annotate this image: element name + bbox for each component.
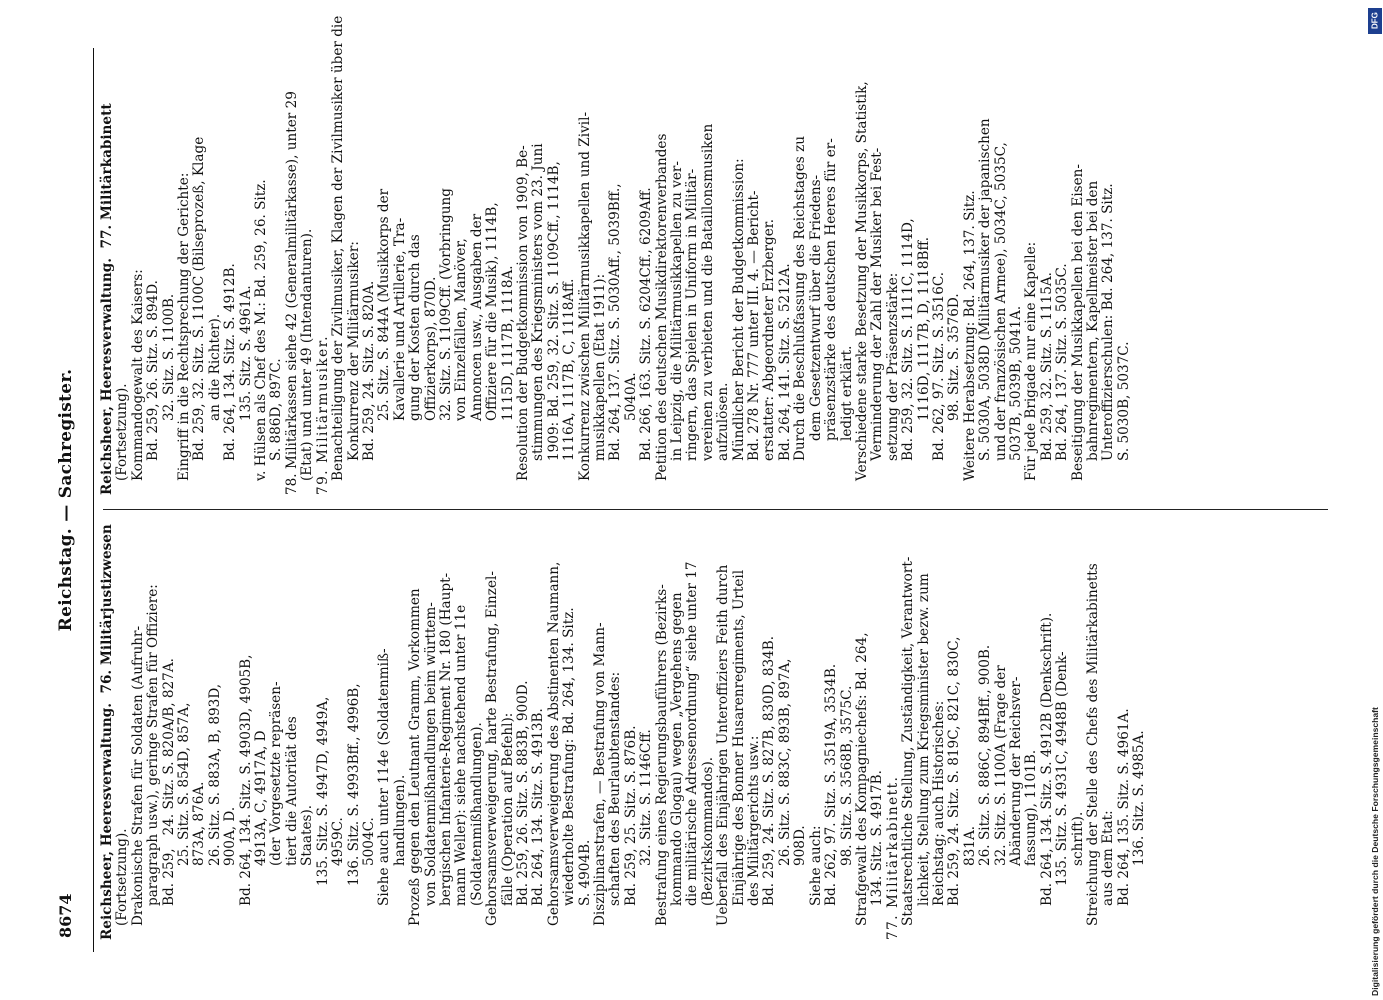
- index-line: 1116A, 1117B, C, 1118Aff.: [561, 278, 578, 461]
- index-line: gung der Kosten durch das: [407, 234, 424, 421]
- index-line: 98. Sitz. S. 3568B, 3575C.: [838, 685, 855, 866]
- index-line: Staatsrechtliche Stellung, Zuständigkeit, Verantwort-: [900, 556, 917, 926]
- index-line: S. 886D, 897C.: [268, 358, 285, 461]
- index-line: schrift).: [1069, 811, 1086, 866]
- index-line: Verschiedene starke Besetzung der Musikkorps, Statistik,: [853, 81, 870, 481]
- index-line: Bd. 264, 135. Sitz. S. 4961A.: [1115, 708, 1132, 906]
- index-line: an die Richter).: [206, 313, 223, 421]
- index-line: 136. Sitz. S. 4985A.: [1131, 730, 1148, 866]
- index-line: 32. Sitz. S. 1146Cff.: [638, 729, 655, 866]
- index-line: Weitere Herabsetzung: Bd. 264, 137. Sitz.: [961, 190, 978, 481]
- index-line: Durch die Beschlußfassung des Reichstages zu: [792, 136, 809, 461]
- index-line: Gehorsamsverweigerung des Abstinenten Naumann,: [545, 561, 562, 926]
- right-column: [99, 15, 1132, 495]
- index-line: (Etat) und unter 49 (Intendanturen).: [299, 228, 316, 481]
- left-column: [100, 522, 1148, 940]
- index-line: Reichstag; auch Historisches:: [930, 700, 947, 906]
- index-line: Bd. 259, 24. Sitz. S. 820A.: [360, 280, 377, 461]
- index-line: 32. Sitz. S. 1109Cff. (Vorbringung: [437, 188, 454, 421]
- index-line: Verminderung der Zahl der Musiker bei Fest-: [869, 147, 886, 461]
- index-line: Bd. 264, 134. Sitz. S. 4903D, 4905B,: [237, 654, 254, 906]
- index-line: handlungen).: [391, 774, 408, 866]
- index-line: Unteroffizierschulen: Bd. 264, 137. Sitz.: [1100, 183, 1117, 461]
- index-line: und der französischen Armee), 5034C, 5035C,: [992, 142, 1009, 461]
- index-line: paragraph usw.), geringe Strafen für Offiziere:: [145, 584, 162, 906]
- index-line: Resolution der Budgetkommission von 1909, Be-: [514, 145, 531, 481]
- column-divider: [103, 509, 1328, 510]
- dfg-logo: DFG: [1368, 8, 1382, 34]
- index-line: 135. Sitz. S. 4947D, 4949A,: [314, 696, 331, 886]
- index-line: Eingriff in die Rechtsprechung der Gerichte:: [176, 172, 193, 481]
- column-heading: Reichsheer, Heeresverwaltung. 77. Militärkabinett: [99, 103, 115, 495]
- index-line: setzung der Präsenzstärke:: [884, 272, 901, 461]
- index-line: (der Vorgesetzte repräsen-: [268, 681, 285, 866]
- index-line: Ueberfall des Einjährigen Unteroffiziers Feith durch: [715, 564, 732, 926]
- index-line: S. 5030A, 5038D (Militärmusiker der japanischen: [977, 118, 994, 461]
- index-line: 1115D, 1117B, 1118A.: [499, 265, 516, 421]
- index-line: Streichung der Stelle des Chefs des Militärkabinetts: [1085, 563, 1101, 926]
- index-line: 32. Sitz. S. 1100B.: [160, 293, 177, 421]
- index-line: Bd. 262, 97. Sitz. S. 3516C.: [930, 271, 947, 461]
- index-line: Bd. 259, 32. Sitz. S. 1115A.: [1038, 272, 1055, 461]
- index-line: (Fortsetzung).: [114, 383, 131, 481]
- index-line: Abänderung der Reichsver-: [1007, 676, 1024, 866]
- index-line: Bd. 259, 32. Sitz. S. 1100C (Bilseprozeß, Klage: [191, 136, 208, 461]
- index-line: aus dem Etat:: [1100, 810, 1117, 906]
- index-line: 98. Sitz. S. 3576D.: [946, 293, 963, 421]
- index-line: 78. Militärkassen siehe 42 (Generalmilitärkasse), unter 29: [283, 91, 300, 495]
- index-line: 5040A.: [622, 372, 639, 421]
- index-line: 134. Sitz. S. 4917B.: [869, 770, 886, 906]
- index-line: Kavallerie und Artillerie, Tra-: [391, 217, 408, 421]
- index-line: Bd. 264, 137. Sitz. S. 5030Aff., 5039Bff.,: [607, 183, 624, 461]
- index-line: 908D.: [792, 825, 809, 866]
- index-line: Bd. 259, 32. Sitz. S. 1111C, 1114D,: [900, 218, 917, 461]
- index-line: Konkurrenz der Militärmusiker:: [345, 241, 362, 461]
- index-line: erstatter: Abgeordneter Erzberger.: [761, 218, 778, 461]
- index-line: S. 5030B, 5037C.: [1115, 341, 1132, 461]
- index-line: 26. Sitz. S. 886C, 894Bff., 900B.: [977, 644, 994, 866]
- index-line: präsenzstärke des deutschen Heeres für er-: [823, 138, 840, 441]
- index-line: Bd. 259, 24. Sitz. S. 827B, 830D, 834B.: [761, 635, 778, 906]
- index-line: von Einzelfällen, Manöver,: [453, 238, 470, 421]
- index-line: Siehe auch unter 114e (Soldatenmiß-: [376, 648, 393, 906]
- section-heading: 79. Militärmusiker.: [314, 334, 331, 495]
- index-line: aufzulösen.: [715, 382, 732, 461]
- index-line: fälle (Operation auf Befehl):: [499, 712, 516, 906]
- index-line: Bd. 264, 134. Sitz. S. 4913B.: [530, 708, 547, 906]
- index-line: 26. Sitz. S. 883A, B, 893D,: [206, 683, 223, 866]
- index-line: Disziplinarstrafen, — Bestrafung von Mann-: [592, 622, 608, 926]
- index-line: Bestrafung eines Regierungsbauführers (Bezirks-: [653, 584, 670, 926]
- index-line: 5037B, 5039B, 5041A.: [1007, 305, 1024, 461]
- index-line: Prozeß gegen den Leutnant Gramm, Vorkommen: [407, 588, 424, 926]
- index-line: kommando Glogau) wegen „Vergehens gegen: [669, 592, 686, 906]
- index-line: tiert die Autorität des: [283, 716, 300, 866]
- index-line: 135. Sitz. S. 4931C, 4948B (Denk-: [1054, 651, 1071, 886]
- index-line: 4913A, C, 4917A, D: [253, 730, 270, 866]
- index-line: in Leipzig, die Militärmusikkapellen zu ver-: [669, 160, 686, 461]
- index-line: Beseitigung der Musikkapellen bei den Eisen-: [1069, 163, 1086, 481]
- index-line: Bd. 278 Nr. 777 unter III. 4. — Bericht-: [746, 190, 763, 461]
- index-line: 135. Sitz. S. 4961A.: [237, 285, 254, 421]
- index-line: Bd. 259, 26. Sitz. S. 883B, 900D.: [514, 680, 531, 906]
- index-line: 1116D, 1117B, D, 1118Bff.: [915, 236, 932, 421]
- index-line: die militärische Adressenordnung“ siehe unter 17: [684, 561, 701, 906]
- index-line: Kommandogewalt des Kaisers:: [129, 269, 146, 481]
- index-line: 873A, 876A.: [191, 781, 208, 866]
- index-line: Annoncen usw., Ausgaben der: [468, 213, 485, 421]
- index-line: Strafgewalt des Kompagniechefs: Bd. 264,: [853, 632, 870, 926]
- index-line: Petition des deutschen Musikdirektorenverbandes: [653, 133, 670, 481]
- index-line: 5004C.: [360, 817, 377, 866]
- index-line: 25. Sitz. S. 844A (Musikkorps der: [376, 188, 393, 421]
- index-line: fassung), 1101B.: [1023, 749, 1040, 866]
- index-line: 4959C.: [330, 817, 347, 866]
- index-line: Drakonische Strafen für Soldaten (Aufruhr-: [129, 625, 146, 926]
- index-line: musikkapellen (Etat 1911):: [592, 273, 608, 461]
- index-line: wiederholte Bestrafung: Bd. 264, 134. Sitz.: [561, 607, 578, 906]
- index-line: Bd. 264, 141. Sitz. S. 5212A.: [776, 263, 793, 461]
- column-heading: Reichsheer, Heeresverwaltung. 76. Militärjustizwesen: [99, 524, 115, 940]
- index-line: Mündlicher Bericht der Budgetkommission:: [730, 158, 747, 461]
- index-line: Bd. 264, 134. Sitz. S. 4912B (Denkschrift).: [1038, 612, 1055, 906]
- index-line: Bd. 259, 24. Sitz. S. 820A/B, 827A.: [160, 658, 177, 906]
- index-line: Bd. 259, 26. Sitz. S. 894D.: [145, 280, 162, 461]
- index-line: S. 4904B.: [576, 839, 593, 906]
- index-line: 831A.: [961, 825, 978, 866]
- index-line: schaften des Beurlaubtenstandes:: [607, 671, 624, 906]
- index-line: dem Gesetzentwurf über die Friedens-: [807, 174, 824, 441]
- index-line: Bd. 259, 25. Sitz. S. 876B.: [622, 725, 639, 906]
- index-line: bergischen Infanterie-Regiment Nr. 180 (Haupt-: [437, 572, 454, 906]
- index-line: Bd. 264, 134. Sitz. S. 4912B.: [222, 263, 239, 461]
- index-line: Staates).: [299, 804, 316, 866]
- index-line: Konkurrenz zwischen Militärmusikkapellen und Zivil-: [576, 111, 593, 481]
- index-line: Gehorsamsverweigerung, harte Bestrafung, Einzel-: [484, 571, 501, 926]
- index-line: Bd. 262, 97. Sitz. S. 3519A, 3534B.: [823, 663, 840, 906]
- index-line: ledigt erklärt.: [838, 345, 855, 441]
- index-line: 900A, D.: [222, 806, 239, 866]
- index-line: Bd. 259, 24. Sitz. S. 819C, 821C, 830C,: [946, 636, 963, 906]
- index-line: von Soldatenmißhandlungen beim württem-: [422, 602, 439, 906]
- digitization-credit: Digitalisierung gefördert durch die Deutsche Forschungsgemeinschaft: [1370, 707, 1380, 996]
- index-line: Siehe auch:: [807, 825, 824, 906]
- index-line: (Fortsetzung).: [114, 828, 131, 926]
- section-heading: 77. Militärkabinett.: [884, 775, 901, 940]
- index-line: vereinen zu verbieten und die Bataillonsmusiken: [699, 123, 716, 461]
- index-line: 32. Sitz. S. 1100A (Frage der: [992, 665, 1009, 866]
- header-rule: [93, 48, 94, 952]
- index-line: Für jede Brigade nur eine Kapelle:: [1023, 241, 1040, 481]
- index-line: 1909: Bd. 259, 32. Sitz. S. 1109Cff., 1114B,: [545, 161, 562, 461]
- index-line: Bd. 266, 163. Sitz. S. 6204Cff., 6209Aff.: [638, 187, 655, 461]
- index-line: Einjährige des Bonner Husarenregiments, Urteil: [730, 569, 747, 906]
- page-number: 8674: [56, 893, 75, 938]
- index-line: 25. Sitz. S. 854D, 857A,: [176, 702, 193, 866]
- index-line: 26. Sitz. S. 883C, 893B, 897A,: [776, 658, 793, 866]
- index-line: (Soldatenmißhandlungen).: [468, 722, 485, 906]
- index-line: ringern, das Spielen in Uniform in Militär-: [684, 168, 701, 461]
- index-line: des Militärgerichts usw.:: [746, 735, 763, 906]
- index-line: Offizierkorps), 870D.: [422, 276, 439, 421]
- index-line: stimmungen des Kriegsministers vom 23. Juni: [530, 143, 547, 461]
- index-line: (Bezirkskommandos).: [699, 756, 716, 906]
- index-line: Bd. 264, 137. Sitz. S. 5035C.: [1054, 263, 1071, 461]
- index-line: bahnregimentern, Kapellmeister bei den: [1085, 180, 1101, 461]
- index-line: mann Weller): siehe nachstehend unter 11e: [453, 604, 470, 906]
- index-line: v. Hülsen als Chef des M.: Bd. 259, 26. Sitz.: [253, 179, 270, 481]
- running-title: Reichstag. — Sachregister.: [56, 368, 76, 632]
- index-line: 136. Sitz. S. 4993Bff., 4996B,: [345, 683, 362, 886]
- index-line: Benachteiligung der Zivilmusiker, Klagen der Zivilmusiker über die: [330, 15, 347, 481]
- index-line: lichkeit, Stellung zum Kriegsminister bezw. zum: [915, 573, 932, 906]
- index-line: Offiziere für die Musik), 1114B,: [484, 202, 501, 421]
